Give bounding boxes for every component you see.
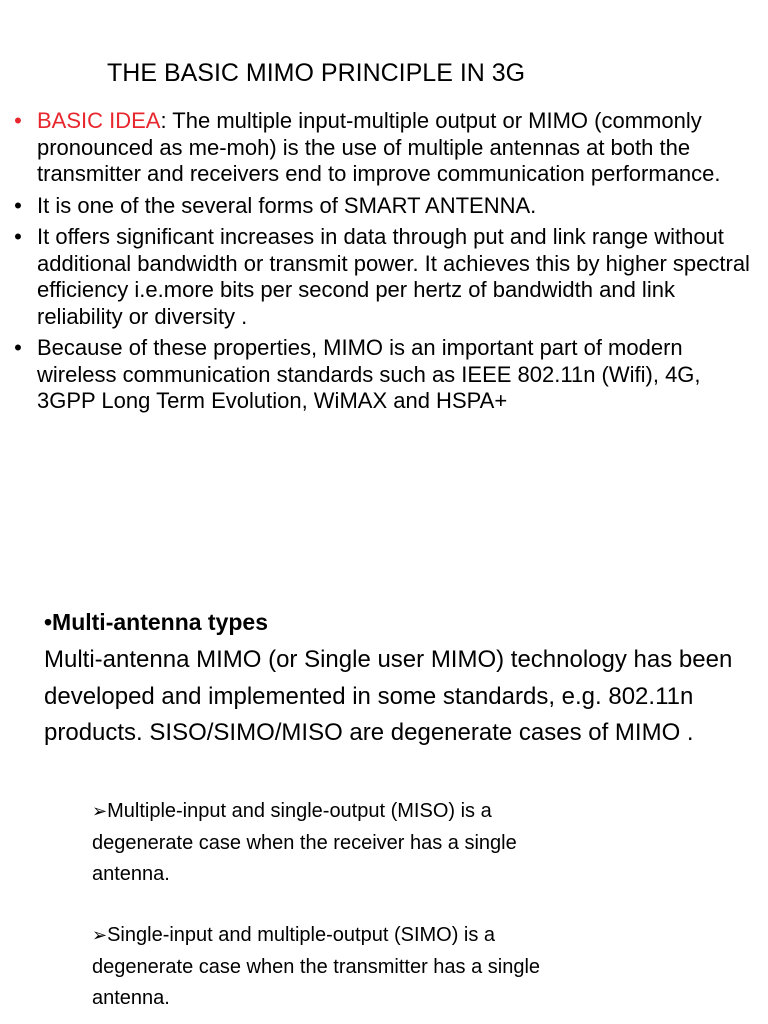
bullet-dot-icon: • (14, 335, 22, 360)
page-title: THE BASIC MIMO PRINCIPLE IN 3G (107, 59, 526, 87)
bullet-item-standards (8, 335, 760, 415)
bullet-list (8, 108, 760, 420)
bullet-dot-icon: • (14, 192, 22, 218)
bullet-dot-icon: • (14, 224, 22, 249)
arrow-bullet-icon: ➢ (92, 925, 108, 945)
section-heading: •Multi-antenna types (44, 609, 269, 635)
note-simo (92, 920, 592, 1015)
bullet-dot-icon: • (14, 108, 22, 133)
note-text: Multiple-input and single-output (MISO) is a degenerate case when the receiver has a single antenna. (92, 800, 517, 885)
bullet-text: It is one of the several forms of SMART ANTENNA. (37, 192, 537, 218)
bullet-item-benefits (8, 224, 760, 330)
arrow-bullet-icon: ➢ (92, 801, 108, 821)
section-paragraph: Multi-antenna MIMO (or Single user MIMO) technology has been developed and implemented in some standards, e.g. 802.11n products. SISO/SIMO/MISO are degenerate cases of MIMO . (44, 646, 733, 746)
note-miso (92, 796, 592, 891)
bullet-item-basic-idea (8, 108, 760, 188)
bullet-lead-label: BASIC IDEA (37, 108, 161, 133)
note-text: Single-input and multiple-output (SIMO) is a degenerate case when the transmitter has a single antenna. (92, 924, 541, 1009)
bullet-text: : The multiple input-multiple output or MIMO (commonly pronounced as me-moh) is the use of multiple antennas at both the transmitter and receivers end to improve communication performance. (37, 108, 721, 186)
bullet-item-smart-antenna (8, 193, 760, 220)
bullet-text: It offers significant increases in data through put and link range without additional bandwidth or transmit power. It achieves this by higher spectral efficiency i.e.more bits per second per hertz of bandwidth and link reliability or diversity . (37, 224, 750, 329)
bullet-text: Because of these properties, MIMO is an important part of modern wireless communication standards such as IEEE 802.11n (Wifi), 4G, 3GPP Long Term Evolution, WiMAX and HSPA+ (37, 335, 701, 413)
